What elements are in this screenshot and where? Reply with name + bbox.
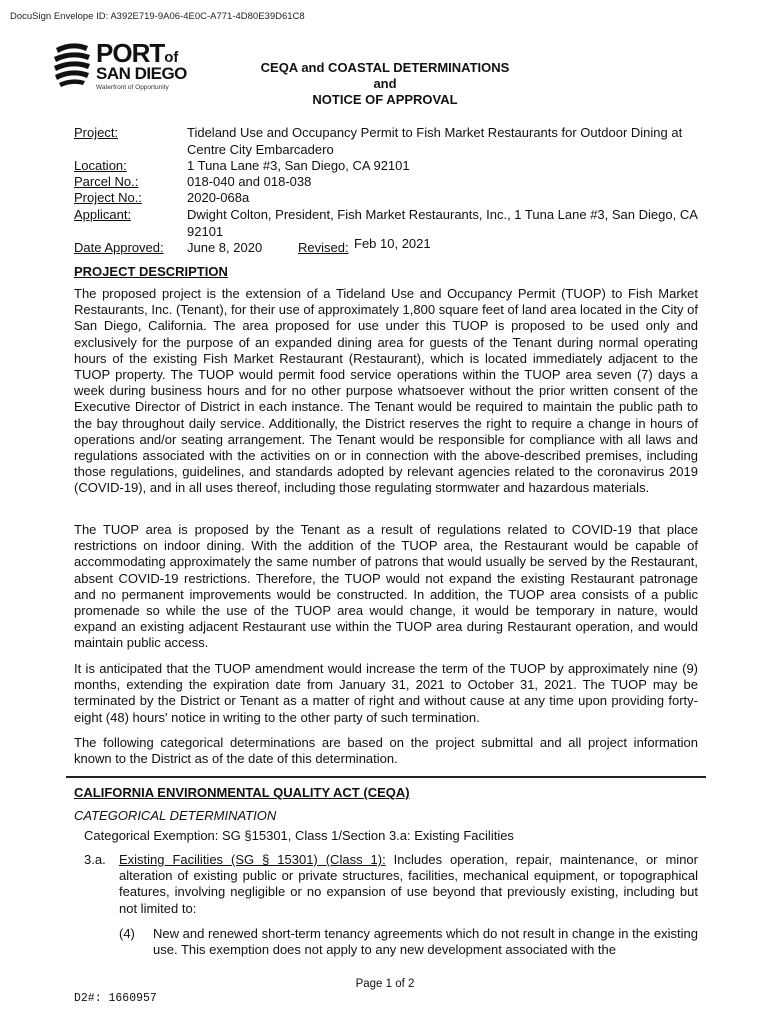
location-label: Location:	[74, 158, 127, 173]
applicant-label: Applicant:	[74, 207, 132, 222]
section-divider	[66, 776, 706, 778]
sub-item-number: (4)	[119, 926, 135, 941]
description-paragraph-3: It is anticipated that the TUOP amendment would increase the term of the TUOP by approximately nine (9) months, extending the expiration date from January 31, 2021 to October 31, 2021. The TUOP may be terminated by the District or Tenant as a matter of right and without cause at any time upon providing forty-eight (48) hours' notice in writing to the other party of such termination.	[74, 661, 698, 725]
port-wave-logo-icon	[52, 40, 92, 88]
logo-city-text: SAN DIEGO	[96, 64, 187, 83]
page-number: Page 1 of 2	[355, 978, 415, 990]
doc-title-line-1: CEQA and COASTAL DETERMINATIONS	[260, 60, 510, 75]
parcel-value: 018-040 and 018-038	[187, 174, 312, 189]
description-paragraph-4: The following categorical determinations are based on the project submittal and all project information known to the District as of the date of this determination.	[74, 735, 698, 767]
docusign-envelope-id: DocuSign Envelope ID: A392E719-9A06-4E0C-A771-4D80E39D61C8	[10, 11, 305, 22]
existing-facilities-title: Existing Facilities (SG § 15301) (Class 1):	[119, 852, 386, 867]
existing-facilities-item	[119, 852, 698, 917]
logo-tagline: Waterfront of Opportunity	[96, 84, 169, 91]
logo-port-text: PORTof	[96, 38, 179, 68]
sub-item-text: New and renewed short-term tenancy agreements which do not result in change in the existing use. This exemption does not apply to any new development associated with the	[153, 926, 698, 958]
date-approved-label: Date Approved:	[74, 240, 164, 255]
date-approved-value: June 8, 2020	[187, 240, 263, 255]
categorical-determination-subhead: CATEGORICAL DETERMINATION	[74, 808, 277, 823]
revised-date-value: Feb 10, 2021	[354, 236, 431, 251]
description-paragraph-1: The proposed project is the extension of a Tideland Use and Occupancy Permit (TUOP) to Fish Market Restaurants, Inc. (Tenant), for their use of approximately 1,800 square feet of land area located in the City of San Diego, California. The area proposed for use under this TUOP is proposed to be used only and exclusively for the purpose of an expanded dining area for guests of the Tenant during normal operating hours of the existing Fish Market Restaurant (Restaurant), which is located immediately adjacent to the TUOP property. The TUOP would permit food service operations within the TUOP area seven (7) days a week during business hours and for no other purpose whatsoever without the prior written consent of the Executive Director of District in each instance. The Tenant would be required to maintain the public path to the bay throughout daily service. Additionally, the District reserves the right to require a change in hours of operations and/or seating arrangement. The Tenant would be responsible for compliance with all laws and regulations associated with the activities on or in connection with the above-described premises, including those regulations, guidelines, and standards adopted by relevant agencies related to the coronavirus 2019 (COVID-19), and in all uses thereof, including those regulating stormwater and hazardous materials.	[74, 286, 698, 496]
revised-label: Revised:	[298, 240, 349, 255]
location-value: 1 Tuna Lane #3, San Diego, CA 92101	[187, 158, 410, 173]
categorical-exemption-text: Categorical Exemption: SG §15301, Class 1/Section 3.a: Existing Facilities	[84, 828, 514, 843]
project-description-title: PROJECT DESCRIPTION	[74, 264, 228, 279]
existing-facilities-text: Includes operation, repair, maintenance, or minor alteration of existing public or private structures, facilities, mechanical equipment, or topographical features, involving negligible or no expansion of use beyond that previously existing, including but not limited to:	[119, 852, 698, 916]
logo-of-text: of	[164, 49, 179, 66]
project-label: Project:	[74, 125, 119, 140]
item-number: 3.a.	[84, 852, 106, 867]
parcel-label: Parcel No.:	[74, 174, 139, 189]
document-id: D2#: 1660957	[74, 992, 157, 1005]
applicant-value: Dwight Colton, President, Fish Market Restaurants, Inc., 1 Tuna Lane #3, San Diego, CA 92101	[187, 207, 698, 239]
project-number-label: Project No.:	[74, 190, 142, 205]
ceqa-title: CALIFORNIA ENVIRONMENTAL QUALITY ACT (CEQA)	[74, 785, 410, 800]
project-number-value: 2020-068a	[187, 190, 250, 205]
description-paragraph-2: The TUOP area is proposed by the Tenant as a result of regulations related to COVID-19 that place restrictions on indoor dining. With the addition of the TUOP area, the Restaurant would be capable of accommodating approximately the same number of patrons that would usually be served by the Restaurant, absent COVID-19 restrictions. Therefore, the TUOP would not expand the existing Restaurant patronage and no permanent improvements would be constructed. In addition, the TUOP area consists of a public promenade so while the use of the TUOP area would change, it would be temporary in nature, would expand an existing adjacent Restaurant use within the TUOP area during Restaurant operation, and would maintain public access.	[74, 522, 698, 651]
project-value: Tideland Use and Occupancy Permit to Fish Market Restaurants for Outdoor Dining at Centre City Embarcadero	[187, 125, 683, 157]
doc-title-line-2: and	[373, 76, 397, 91]
doc-title-line-3: NOTICE OF APPROVAL	[312, 92, 458, 107]
